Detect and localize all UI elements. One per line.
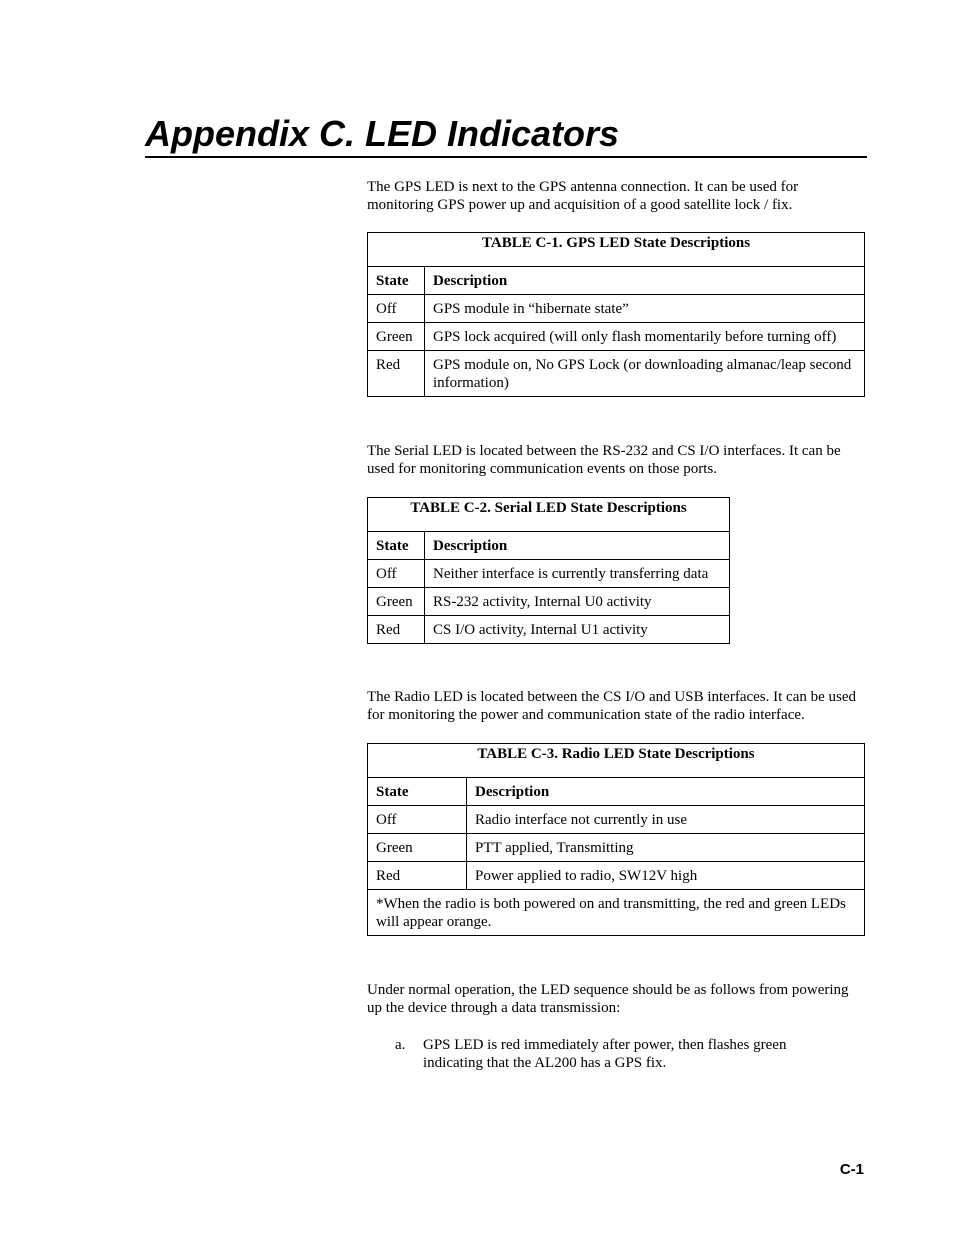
description-cell: RS-232 activity, Internal U0 activity [425, 588, 730, 616]
table-row [368, 560, 730, 588]
state-cell: Green [368, 588, 425, 616]
description-cell: GPS lock acquired (will only flash momentarily before turning off) [425, 323, 865, 351]
table-caption: TABLE C-2. Serial LED State Descriptions [368, 498, 730, 532]
table-row [368, 834, 865, 862]
page-number: C-1 [839, 1161, 864, 1178]
table-row [368, 806, 865, 834]
state-cell: Off [368, 806, 467, 834]
column-header-description: Description [467, 778, 865, 806]
sequence-intro-paragraph: Under normal operation, the LED sequence should be as follows from powering up the device through a data transmission: [367, 982, 849, 1016]
radio-intro-paragraph: The Radio LED is located between the CS I/O and USB interfaces. It can be used for monitoring the power and communication state of the radio interface. [367, 689, 857, 723]
description-cell: Neither interface is currently transferring data [425, 560, 730, 588]
state-cell: Off [368, 560, 425, 588]
description-cell: Power applied to radio, SW12V high [467, 862, 865, 890]
state-cell: Red [368, 862, 467, 890]
list-marker: a. [395, 1037, 406, 1053]
table-row [368, 295, 865, 323]
column-header-description: Description [425, 532, 730, 560]
description-cell: Radio interface not currently in use [467, 806, 865, 834]
state-cell: Off [368, 295, 425, 323]
gps-led-table [367, 232, 865, 397]
table-row [368, 323, 865, 351]
radio-led-table [367, 743, 865, 936]
state-cell: Green [368, 834, 467, 862]
state-cell: Green [368, 323, 425, 351]
table-caption: TABLE C-1. GPS LED State Descriptions [368, 233, 865, 267]
serial-led-table [367, 497, 730, 644]
table-row [368, 616, 730, 644]
table-row [368, 351, 865, 397]
column-header-description: Description [425, 267, 865, 295]
column-header-state: State [368, 532, 425, 560]
column-header-state: State [368, 778, 467, 806]
serial-intro-paragraph: The Serial LED is located between the RS-232 and CS I/O interfaces. It can be used for monitoring communication events on those ports. [367, 443, 841, 477]
list-item-text: GPS LED is red immediately after power, then flashes green indicating that the AL200 has a GPS fix. [423, 1037, 787, 1071]
table-row [368, 862, 865, 890]
table-row [368, 588, 730, 616]
table-note: *When the radio is both powered on and transmitting, the red and green LEDs will appear orange. [368, 890, 865, 936]
table-caption: TABLE C-3. Radio LED State Descriptions [368, 744, 865, 778]
state-cell: Red [368, 351, 425, 397]
description-cell: CS I/O activity, Internal U1 activity [425, 616, 730, 644]
description-cell: GPS module in “hibernate state” [425, 295, 865, 323]
description-cell: GPS module on, No GPS Lock (or downloading almanac/leap second information) [425, 351, 865, 397]
page-title: Appendix C. LED Indicators [145, 112, 867, 158]
description-cell: PTT applied, Transmitting [467, 834, 865, 862]
state-cell: Red [368, 616, 425, 644]
gps-intro-paragraph: The GPS LED is next to the GPS antenna connection. It can be used for monitoring GPS power up and acquisition of a good satellite lock / fix. [367, 179, 799, 213]
column-header-state: State [368, 267, 425, 295]
